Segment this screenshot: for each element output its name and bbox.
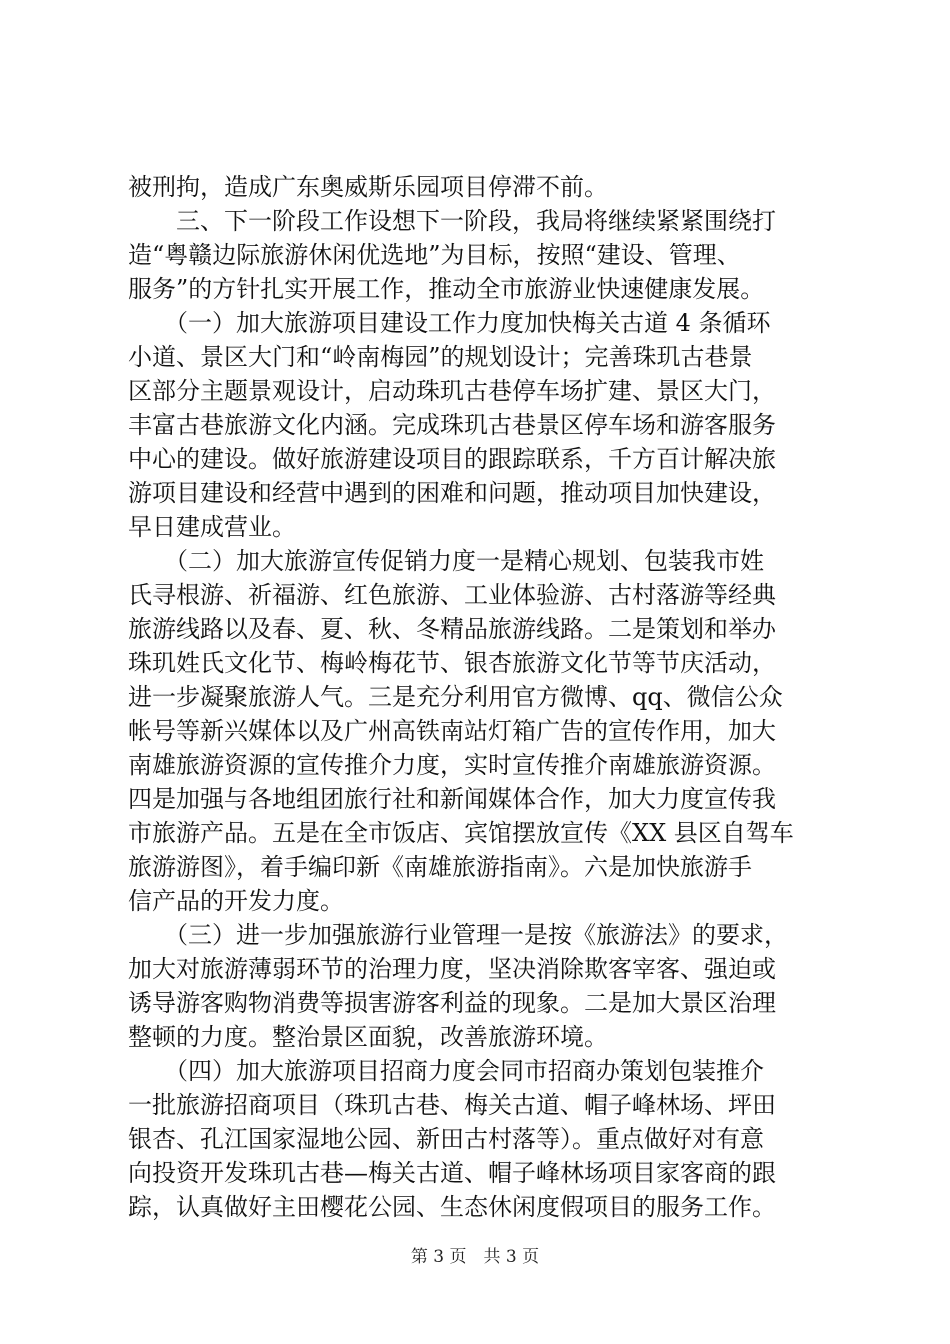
- text-line: 小道、景区大门和“岭南梅园”的规划设计；完善珠玑古巷景: [128, 343, 753, 371]
- text-line: 珠玑姓氏文化节、梅岭梅花节、银杏旅游文化节等节庆活动，: [128, 649, 776, 677]
- text-line: 旅游游图》，着手编印新《南雄旅游指南》。六是加快旅游手: [128, 853, 752, 881]
- text-line: 帐号等新兴媒体以及广州高铁南站灯箱广告的宣传作用，加大: [128, 717, 776, 745]
- text-line: 加大对旅游薄弱环节的治理力度，坚决消除欺客宰客、强迫或: [128, 955, 776, 983]
- text-line: 氏寻根游、祈福游、红色旅游、工业体验游、古村落游等经典: [128, 581, 776, 609]
- text-line: 服务”的方针扎实开展工作，推动全市旅游业快速健康发展。: [128, 275, 765, 303]
- text-line: 丰富古巷旅游文化内涵。完成珠玑古巷景区停车场和游客服务: [128, 411, 776, 439]
- text-line: 进一步凝聚旅游人气。三是充分利用官方微博、qq、微信公众: [128, 683, 783, 711]
- text-line: 银杏、孔江国家湿地公园、新田古村落等）。重点做好对有意: [128, 1125, 764, 1153]
- text-line: 四是加强与各地组团旅行社和新闻媒体合作，加大力度宣传我: [128, 785, 776, 813]
- text-line: 踪，认真做好主田樱花公园、生态休闲度假项目的服务工作。: [128, 1193, 776, 1221]
- text-line: （三）进一步加强旅游行业管理一是按《旅游法》的要求，: [128, 921, 788, 949]
- text-line: 被刑拘，造成广东奥威斯乐园项目停滞不前。: [128, 173, 608, 201]
- text-line: 造“粤赣边际旅游休闲优选地”为目标，按照“建设、管理、: [128, 241, 741, 269]
- text-line: 早日建成营业。: [128, 513, 296, 541]
- text-line: 旅游线路以及春、夏、秋、冬精品旅游线路。二是策划和举办: [128, 615, 776, 643]
- text-line: （一）加大旅游项目建设工作力度加快梅关古道 4 条循环: [128, 309, 771, 337]
- text-line: 区部分主题景观设计，启动珠玑古巷停车场扩建、景区大门，: [128, 377, 776, 405]
- text-line: （二）加大旅游宣传促销力度一是精心规划、包装我市姓: [128, 547, 764, 575]
- text-line: （四）加大旅游项目招商力度会同市招商办策划包装推介: [128, 1057, 764, 1085]
- text-line: 诱导游客购物消费等损害游客利益的现象。二是加大景区治理: [128, 989, 776, 1017]
- text-line: 整顿的力度。整治景区面貌，改善旅游环境。: [128, 1023, 608, 1051]
- document-body: [128, 170, 828, 1224]
- text-line: 三、下一阶段工作设想下一阶段，我局将继续紧紧围绕打: [128, 207, 776, 235]
- text-line: 游项目建设和经营中遇到的困难和问题，推动项目加快建设，: [128, 479, 776, 507]
- text-line: 一批旅游招商项目（珠玑古巷、梅关古道、帽子峰林场、坪田: [128, 1091, 776, 1119]
- text-line: 南雄旅游资源的宣传推介力度，实时宣传推介南雄旅游资源。: [128, 751, 776, 779]
- text-line: 中心的建设。做好旅游建设项目的跟踪联系，千方百计解决旅: [128, 445, 776, 473]
- text-line: 市旅游产品。五是在全市饭店、宾馆摆放宣传《XX 县区自驾车: [128, 819, 794, 847]
- page-footer: 第 3 页 共 3 页: [410, 1247, 540, 1267]
- text-line: 信产品的开发力度。: [128, 887, 344, 915]
- text-line: 向投资开发珠玑古巷—梅关古道、帽子峰林场项目家客商的跟: [128, 1159, 776, 1187]
